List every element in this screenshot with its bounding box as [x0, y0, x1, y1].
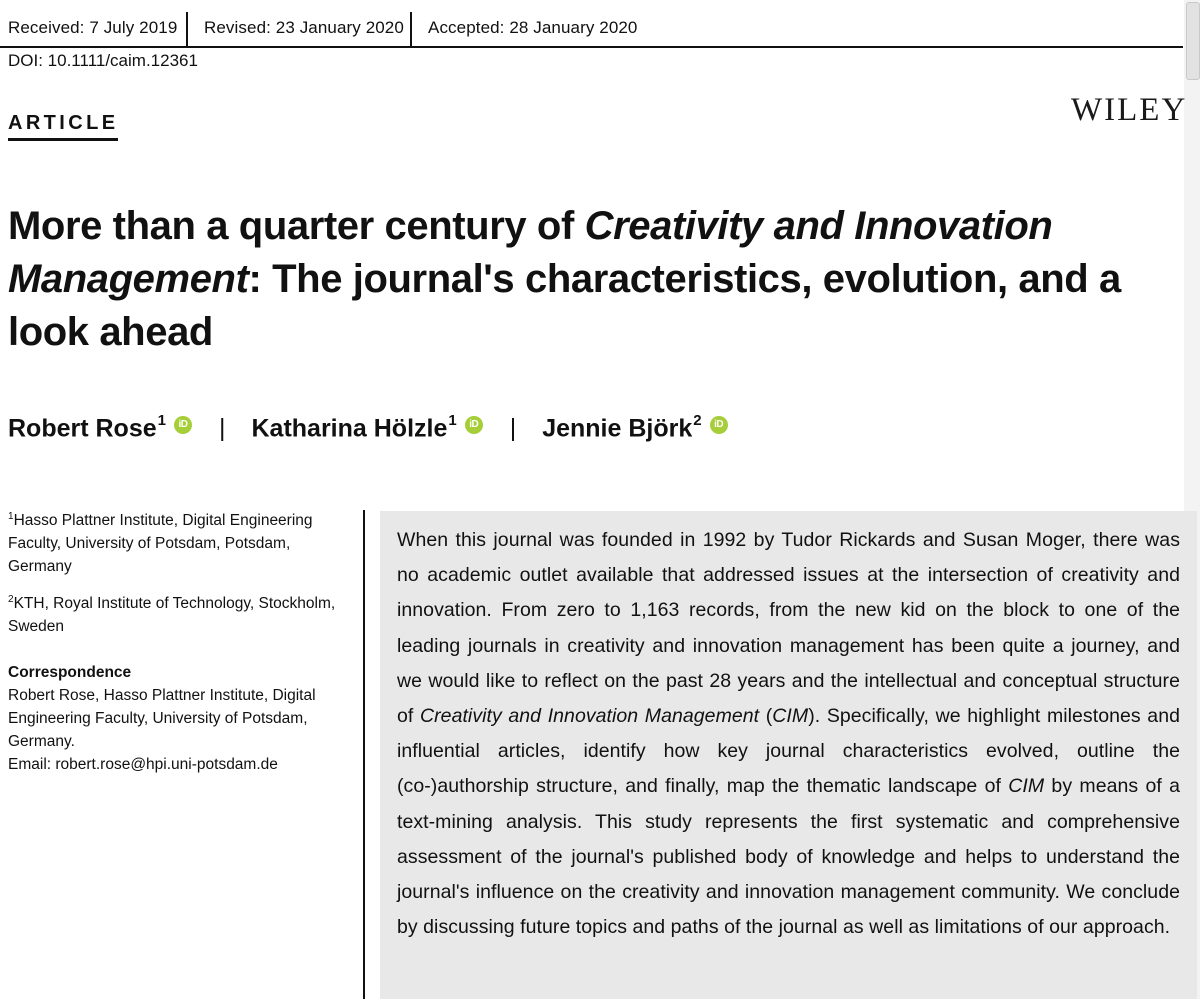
orcid-icon[interactable]: iD	[465, 416, 483, 434]
affiliation-superscript: 1	[157, 411, 166, 429]
author-separator: |	[509, 413, 517, 442]
title-journal-name: Creativity and Innovation Management	[8, 204, 1053, 301]
orcid-icon[interactable]: iD	[174, 416, 192, 434]
date-divider	[186, 12, 188, 46]
abstract-box	[380, 511, 1197, 999]
orcid-icon[interactable]: iD	[710, 416, 728, 434]
column-divider	[363, 510, 365, 999]
title-text: : The journal's characteristics, evolution, and a look ahead	[8, 257, 1121, 354]
correspondence-email[interactable]: Email: robert.rose@hpi.uni-potsdam.de	[8, 756, 278, 774]
author-name[interactable]: Katharina Hölzle$^1$	[251, 411, 457, 443]
author-name[interactable]: Robert Rose$^1$	[8, 411, 166, 443]
author-list	[8, 413, 728, 443]
doi[interactable]: DOI: 10.1111/caim.12361	[8, 51, 198, 70]
correspondence-address: Robert Rose, Hasso Plattner Institute, Digital Engineering Faculty, University of Potsdam, Germany.	[8, 687, 316, 751]
abstract-text: When this journal was founded in 1992 by Tudor Rickards and Susan Moger, there was no academic outlet available that addressed issues at the intersection of creativity and innovation. From zero to 1,163 records, from the new kid on the block to one of the leading journals in creativity and innovation management has been quite a journey, and we would like to reflect on the past 28 years and the intellectual and conceptual structure of Creativity and Innovation Management (CIM). Specifically, we highlight milestones and influential articles, identify how key journal characteristics evolved, outline the (co-)authorship structure, and finally, map the thematic landscape of CIM by means of a text-mining analysis. This study represents the first systematic and comprehensive assessment of the journal's published body of knowledge and helps to understand the journal's influence on the creativity and innovation management community. We conclude by discussing future topics and paths of the journal as well as limitations of our approach.	[397, 529, 1181, 939]
affiliation: $^2$KTH, Royal Institute of Technology, Stockholm, Sweden	[8, 594, 336, 636]
accepted-date: Accepted: 28 January 2020	[428, 18, 638, 37]
scrollbar-thumb[interactable]	[1186, 2, 1200, 80]
publisher-logo: WILEY	[1071, 92, 1188, 128]
author-separator: |	[218, 413, 226, 442]
publication-dates-bar	[0, 10, 1183, 48]
revised-date: Revised: 23 January 2020	[204, 18, 404, 37]
article-type-label: ARTICLE	[8, 112, 118, 141]
author-info-sidebar	[8, 505, 343, 776]
affiliation-superscript: 1	[448, 411, 457, 429]
author-name[interactable]: Jennie Björk$^2$	[542, 411, 702, 443]
title-text: More than a quarter century of	[8, 204, 585, 248]
received-date: Received: 7 July 2019	[8, 18, 178, 37]
article-title	[8, 200, 1168, 359]
date-divider	[410, 12, 412, 46]
correspondence-heading: Correspondence	[8, 664, 132, 682]
affiliation: $^1$Hasso Plattner Institute, Digital Engineering Faculty, University of Potsdam, Potsdam, Germany	[8, 511, 313, 576]
affiliation-superscript: 2	[693, 411, 702, 429]
